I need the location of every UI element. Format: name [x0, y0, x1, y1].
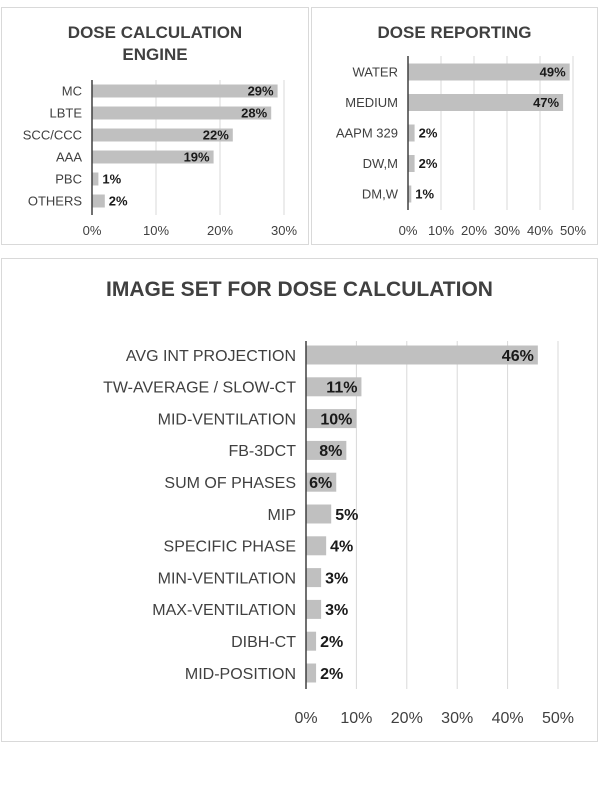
- data-label: 29%: [247, 83, 274, 99]
- category-label: FB-3DCT: [228, 443, 296, 461]
- bar: [306, 664, 316, 683]
- category-label: TW-AVERAGE / SLOW-CT: [103, 379, 296, 397]
- chart-plot: [2, 259, 599, 743]
- category-label: WATER: [352, 64, 398, 80]
- category-label: AAPM 329: [335, 125, 398, 141]
- category-label: PBC: [55, 171, 82, 187]
- image-set-chart: [1, 258, 598, 742]
- chart-title-line: IMAGE SET FOR DOSE CALCULATION: [106, 278, 493, 301]
- data-label: 47%: [533, 95, 560, 111]
- data-label: 8%: [319, 443, 343, 461]
- x-tick-label: 0%: [82, 223, 102, 238]
- gridlines: [156, 80, 284, 215]
- category-label: MEDIUM: [345, 95, 398, 111]
- x-tick-label: 20%: [206, 223, 234, 238]
- x-tick-label: 0%: [398, 223, 418, 238]
- category-label: AAA: [55, 149, 82, 165]
- x-tick-label: 0%: [294, 710, 318, 727]
- category-label: DW,M: [362, 156, 398, 172]
- category-label: OTHERS: [27, 193, 82, 209]
- bar: [306, 536, 326, 555]
- category-label: DM,W: [361, 186, 398, 202]
- bar: [306, 568, 321, 587]
- data-label: 2%: [418, 125, 438, 141]
- data-label: 2%: [418, 156, 438, 172]
- x-tick-label: 20%: [390, 710, 423, 727]
- category-label: MID-VENTILATION: [157, 411, 296, 429]
- bar: [306, 632, 316, 651]
- x-tick-label: 10%: [340, 710, 373, 727]
- data-label: 5%: [335, 506, 359, 524]
- x-tick-label: 50%: [559, 223, 587, 238]
- category-label: MIP: [267, 506, 296, 524]
- category-label: SUM OF PHASES: [164, 474, 296, 492]
- chart-title-line: ENGINE: [122, 45, 188, 64]
- x-tick-label: 50%: [541, 710, 575, 727]
- category-label: SPECIFIC PHASE: [163, 538, 296, 556]
- bar: [306, 505, 331, 524]
- category-label: DIBH-CT: [231, 633, 296, 651]
- bar: [92, 173, 98, 186]
- category-label: MAX-VENTILATION: [152, 602, 296, 620]
- data-label: 2%: [320, 633, 344, 651]
- dose-reporting-chart: [311, 7, 598, 245]
- gridlines: [356, 341, 558, 689]
- data-label: 3%: [325, 602, 349, 620]
- x-tick-label: 10%: [142, 223, 170, 238]
- chart-title-line: DOSE REPORTING: [377, 23, 532, 42]
- category-label: SCC/CCC: [22, 127, 82, 143]
- data-label: 1%: [415, 186, 435, 202]
- dose-calculation-engine-chart: [1, 7, 309, 245]
- data-label: 2%: [320, 665, 344, 683]
- category-label: MC: [61, 83, 82, 99]
- category-label: MID-POSITION: [184, 665, 296, 683]
- bar: [306, 600, 321, 619]
- bar: [92, 195, 105, 208]
- data-label: 6%: [309, 474, 333, 492]
- data-label: 2%: [108, 193, 128, 209]
- data-label: 11%: [326, 379, 358, 397]
- x-tick-label: 20%: [460, 223, 488, 238]
- x-tick-label: 30%: [270, 223, 298, 238]
- x-tick-label: 10%: [427, 223, 455, 238]
- x-tick-label: 40%: [526, 223, 554, 238]
- category-label: AVG INT PROJECTION: [125, 347, 296, 365]
- bar: [408, 125, 415, 142]
- data-label: 46%: [501, 347, 534, 365]
- chart-plot: [312, 8, 599, 246]
- data-label: 19%: [183, 149, 210, 165]
- x-tick-label: 30%: [441, 710, 474, 727]
- chart-plot: [2, 8, 310, 246]
- data-label: 1%: [102, 171, 122, 187]
- data-label: 10%: [320, 411, 353, 429]
- x-tick-label: 40%: [491, 710, 524, 727]
- data-label: 49%: [539, 64, 566, 80]
- data-label: 3%: [325, 570, 349, 588]
- data-label: 4%: [330, 538, 354, 556]
- x-tick-label: 30%: [493, 223, 521, 238]
- category-label: MIN-VENTILATION: [157, 570, 296, 588]
- bar: [408, 155, 415, 172]
- chart-title-line: DOSE CALCULATION: [67, 23, 243, 42]
- data-label: 28%: [241, 105, 268, 121]
- category-label: LBTE: [49, 105, 82, 121]
- data-label: 22%: [202, 127, 229, 143]
